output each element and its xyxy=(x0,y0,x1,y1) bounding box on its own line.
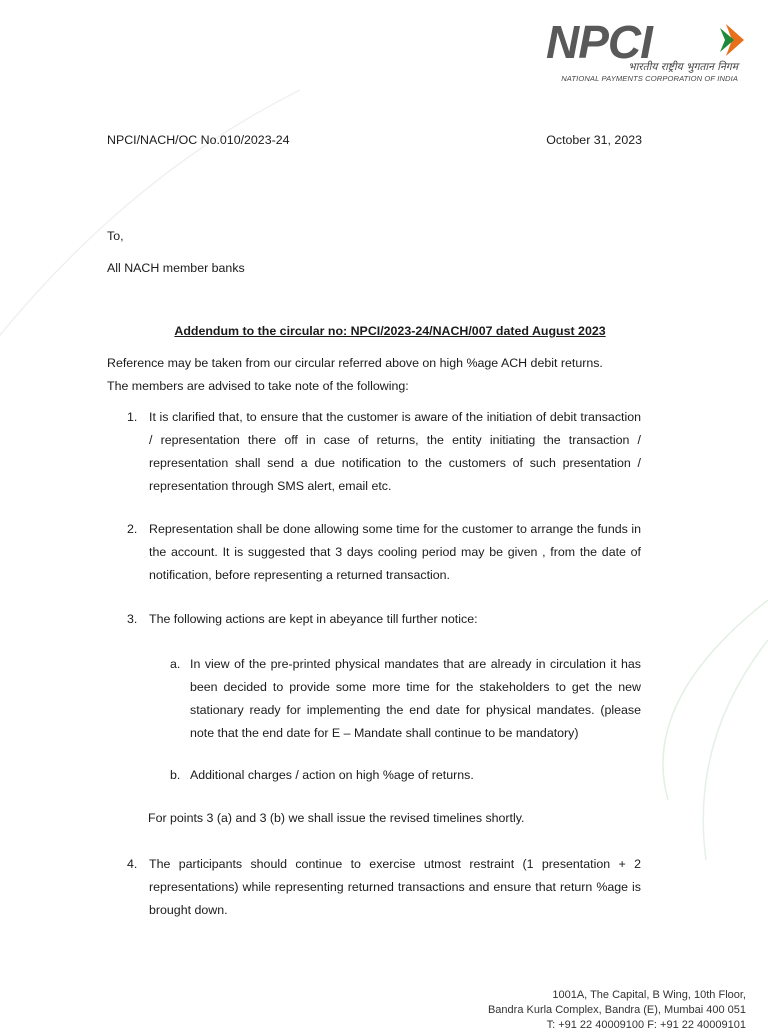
addressee: All NACH member banks xyxy=(107,261,245,275)
intro-line-2: The members are advised to take note of the following: xyxy=(107,378,409,393)
list-item-text: It is clarified that, to ensure that the customer is aware of the initiation of debit transaction / representation there off in case of returns, the entity initiating the transaction / representation shall send a due notification to the customers of such presentation / representation through SMS alert, email etc. xyxy=(149,410,641,493)
list-item-text: Representation shall be done allowing some time for the customer to arrange the funds in the account. It is suggested that 3 days cooling period may be given , from the date of notification, before representing a returned transaction. xyxy=(149,522,641,582)
points-note: For points 3 (a) and 3 (b) we shall issue the revised timelines shortly. xyxy=(148,811,525,825)
list-item-text: The participants should continue to exercise utmost restraint (1 presentation + 2 representations) while representing returned transactions and ensure that return %age is brought down. xyxy=(149,857,641,917)
subject-text: Addendum to the circular no: NPCI/2023-24/NACH/007 dated August 2023 xyxy=(174,324,606,338)
intro-paragraph xyxy=(107,352,641,397)
list-item-number: 3. xyxy=(127,612,138,626)
sub-list-item xyxy=(170,764,641,787)
list-item-number: 4. xyxy=(127,857,138,871)
footer-address-line-2: Bandra Kurla Complex, Bandra (E), Mumbai 400 051 xyxy=(487,1004,746,1016)
npci-logo-mark xyxy=(538,18,748,64)
footer-address xyxy=(488,988,746,1033)
list-item xyxy=(107,608,641,631)
npci-logo xyxy=(538,18,748,88)
intro-line-1: Reference may be taken from our circular referred above on high %age ACH debit returns. xyxy=(107,356,603,370)
npci-logo-wordmark: NPCI xyxy=(546,18,652,64)
list-item-number: 2. xyxy=(127,522,138,536)
circular-date: October 31, 2023 xyxy=(546,133,642,147)
footer-address-line-1: 1001A, The Capital, B Wing, 10th Floor, xyxy=(552,989,746,1001)
list-item xyxy=(107,406,641,498)
sub-list-item-text: Additional charges / action on high %age of returns. xyxy=(190,768,474,782)
circular-reference-number: NPCI/NACH/OC No.010/2023-24 xyxy=(107,133,290,147)
footer-contact-line: T: +91 22 40009100 F: +91 22 40009101 xyxy=(546,1019,746,1031)
logo-english-text: NATIONAL PAYMENTS CORPORATION OF INDIA xyxy=(561,74,738,83)
list-item xyxy=(107,853,641,922)
list-item-number: 1. xyxy=(127,410,138,424)
list-item xyxy=(107,518,641,587)
sub-list-item xyxy=(170,653,641,745)
logo-hindi-text: भारतीय राष्ट्रीय भुगतान निगम xyxy=(628,61,738,73)
list-item-text: The following actions are kept in abeyance till further notice: xyxy=(149,612,478,626)
sub-list-item-text: In view of the pre-printed physical mandates that are already in circulation it has been decided to provide some more time for the stakeholders to get the new stationary ready for implementing the end date for physical mandates. (please note that the end date for E – Mandate shall continue to be mandatory) xyxy=(190,657,641,740)
sub-list-item-letter: b. xyxy=(170,768,181,782)
sub-list-item-letter: a. xyxy=(170,657,181,671)
salutation: To, xyxy=(107,229,124,243)
subject-heading xyxy=(0,324,768,338)
